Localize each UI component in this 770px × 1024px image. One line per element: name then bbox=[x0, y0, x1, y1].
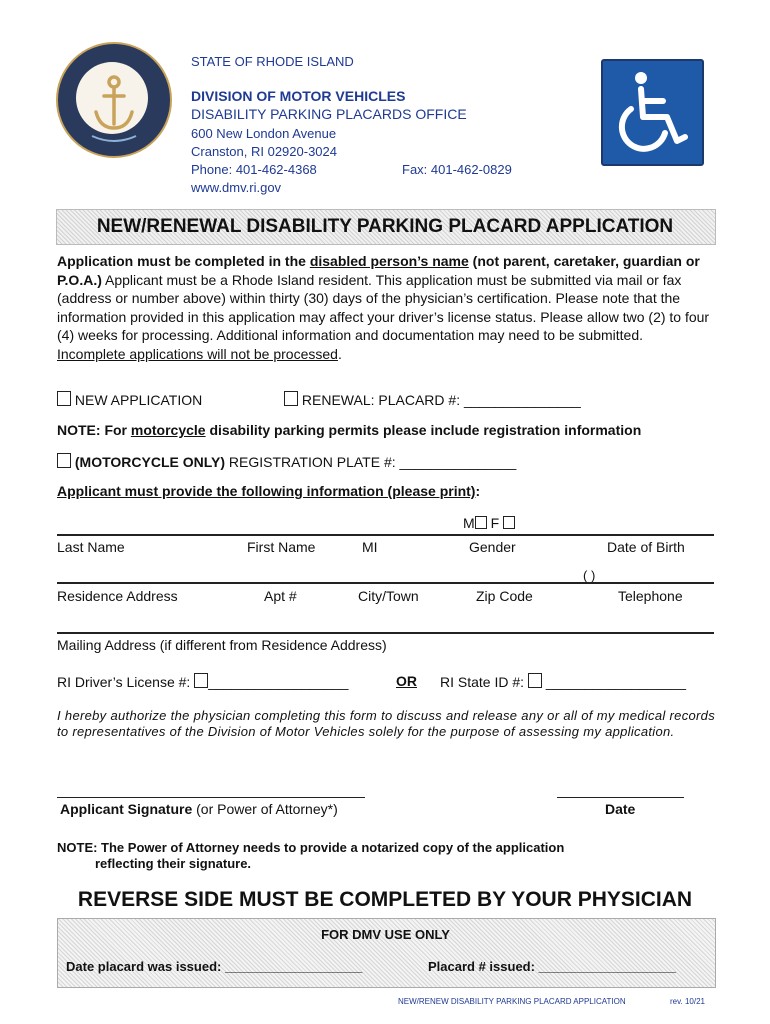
new-application-checkbox[interactable] bbox=[57, 391, 71, 406]
motorcycle-bold: (MOTORCYCLE ONLY) bbox=[74, 454, 226, 470]
date-label: Date bbox=[605, 801, 636, 817]
renewal-checkbox[interactable] bbox=[284, 391, 298, 406]
provide-colon: : bbox=[475, 483, 481, 499]
zip-label: Zip Code bbox=[476, 588, 533, 604]
city-label: City/Town bbox=[358, 588, 419, 604]
mailing-line[interactable] bbox=[57, 632, 714, 634]
note1-underline: motorcycle bbox=[130, 422, 206, 438]
apt-label: Apt # bbox=[264, 588, 297, 604]
first-name-label: First Name bbox=[247, 539, 316, 555]
or-label: OR bbox=[396, 673, 417, 689]
intro-last-dot: . bbox=[337, 345, 342, 362]
drivers-license-field[interactable] bbox=[57, 673, 348, 690]
renewal-label: RENEWAL: PLACARD #: _______________ bbox=[301, 392, 581, 408]
signature-bold: Applicant Signature bbox=[60, 801, 193, 817]
placard-issued-field: Placard # issued: ___________________ bbox=[428, 959, 676, 974]
row1-line[interactable] bbox=[57, 534, 714, 536]
license-label: RI Driver’s License #: bbox=[57, 674, 195, 690]
note1-b: disability parking permits please include registration information bbox=[205, 422, 642, 438]
intro-bold-a: Application must be completed in the bbox=[57, 253, 310, 269]
address-line-1: 600 New London Avenue bbox=[191, 126, 337, 141]
signature-rest: (or Power of Attorney*) bbox=[192, 801, 338, 817]
website: www.dmv.ri.gov bbox=[191, 180, 282, 195]
row2-line[interactable] bbox=[57, 582, 714, 584]
footer-form-name: NEW/RENEW DISABILITY PARKING PLACARD APPLICATION bbox=[398, 997, 626, 1006]
state-name: STATE OF RHODE ISLAND bbox=[191, 54, 354, 69]
intro-paragraph bbox=[57, 252, 717, 363]
signature-label bbox=[60, 801, 338, 817]
renewal-option[interactable] bbox=[284, 391, 581, 408]
state-id-checkbox[interactable] bbox=[528, 673, 542, 688]
gender-label: Gender bbox=[469, 539, 516, 555]
dob-label: Date of Birth bbox=[607, 539, 685, 555]
date-line[interactable] bbox=[557, 797, 684, 798]
form-title: NEW/RENEWAL DISABILITY PARKING PLACARD APPLICATION bbox=[96, 216, 674, 237]
state-id-label: RI State ID #: bbox=[440, 674, 528, 690]
reverse-side-heading: REVERSE SIDE MUST BE COMPLETED BY YOUR PHYSICIAN bbox=[77, 888, 693, 911]
gender-options bbox=[463, 515, 515, 531]
intro-rest: Applicant must be a Rhode Island resident. This application must be submitted via mail or fax (address or number above) within thirty (30) days of the physician’s certification. Please note that the information provided in this application may affect your driver’s license status. Please allow two (2) to four (4) weeks for processing. Additional information and documentation may need to be submitted. bbox=[57, 271, 710, 343]
intro-last: Incomplete applications will not be processed bbox=[57, 345, 338, 362]
office-name: DISABILITY PARKING PLACARDS OFFICE bbox=[191, 106, 467, 122]
division-name: DIVISION OF MOTOR VEHICLES bbox=[191, 88, 406, 104]
new-application-label: NEW APPLICATION bbox=[74, 392, 203, 408]
authorization-text: I hereby authorize the physician completing this form to discuss and release any or all of my medical records to representatives of the Division of Motor Vehicles solely for the purpose of assessing my application. bbox=[57, 708, 715, 739]
footer-revision: rev. 10/21 bbox=[670, 997, 705, 1006]
gender-f-label: F bbox=[490, 515, 500, 531]
motorcycle-plate-label: REGISTRATION PLATE #: _______________ bbox=[225, 454, 517, 470]
motorcycle-option[interactable] bbox=[57, 453, 516, 470]
anchor-icon bbox=[56, 42, 172, 158]
dmv-use-title: FOR DMV USE ONLY bbox=[321, 927, 450, 942]
poa-note-line1: NOTE: The Power of Attorney needs to provide a notarized copy of the application bbox=[57, 840, 565, 855]
address-line-2: Cranston, RI 02920-3024 bbox=[191, 144, 337, 159]
poa-note-line2: reflecting their signature. bbox=[95, 856, 252, 871]
license-line: __________________ bbox=[208, 674, 349, 690]
fax: Fax: 401-462-0829 bbox=[402, 162, 512, 177]
phone: Phone: 401-462-4368 bbox=[191, 162, 317, 177]
date-issued-field: Date placard was issued: ___________________ bbox=[66, 959, 363, 974]
provide-text: Applicant must provide the following information (please print) bbox=[57, 483, 476, 499]
mailing-address-label: Mailing Address (if different from Residence Address) bbox=[57, 637, 387, 653]
motorcycle-checkbox[interactable] bbox=[57, 453, 71, 468]
gender-m-label: M bbox=[463, 515, 475, 531]
motorcycle-note bbox=[57, 422, 641, 438]
residence-address-label: Residence Address bbox=[57, 588, 178, 604]
telephone-label: Telephone bbox=[618, 588, 683, 604]
phone-area-code-parens: ( ) bbox=[583, 568, 596, 583]
state-id-line: __________________ bbox=[545, 674, 686, 690]
provide-heading bbox=[57, 483, 480, 499]
license-checkbox[interactable] bbox=[194, 673, 208, 688]
state-id-field[interactable] bbox=[440, 673, 686, 690]
gender-f-checkbox[interactable] bbox=[503, 516, 515, 529]
new-application-option[interactable] bbox=[57, 391, 202, 408]
wheelchair-icon bbox=[601, 59, 704, 166]
note1-a: NOTE: For bbox=[57, 422, 131, 438]
intro-bold-b: (not parent, caretaker, guardian or P.O.A.) bbox=[57, 253, 700, 288]
signature-line[interactable] bbox=[57, 797, 365, 798]
gender-m-checkbox[interactable] bbox=[475, 516, 487, 529]
last-name-label: Last Name bbox=[57, 539, 125, 555]
intro-bold-underline: disabled person’s name bbox=[309, 253, 469, 269]
mi-label: MI bbox=[362, 539, 378, 555]
